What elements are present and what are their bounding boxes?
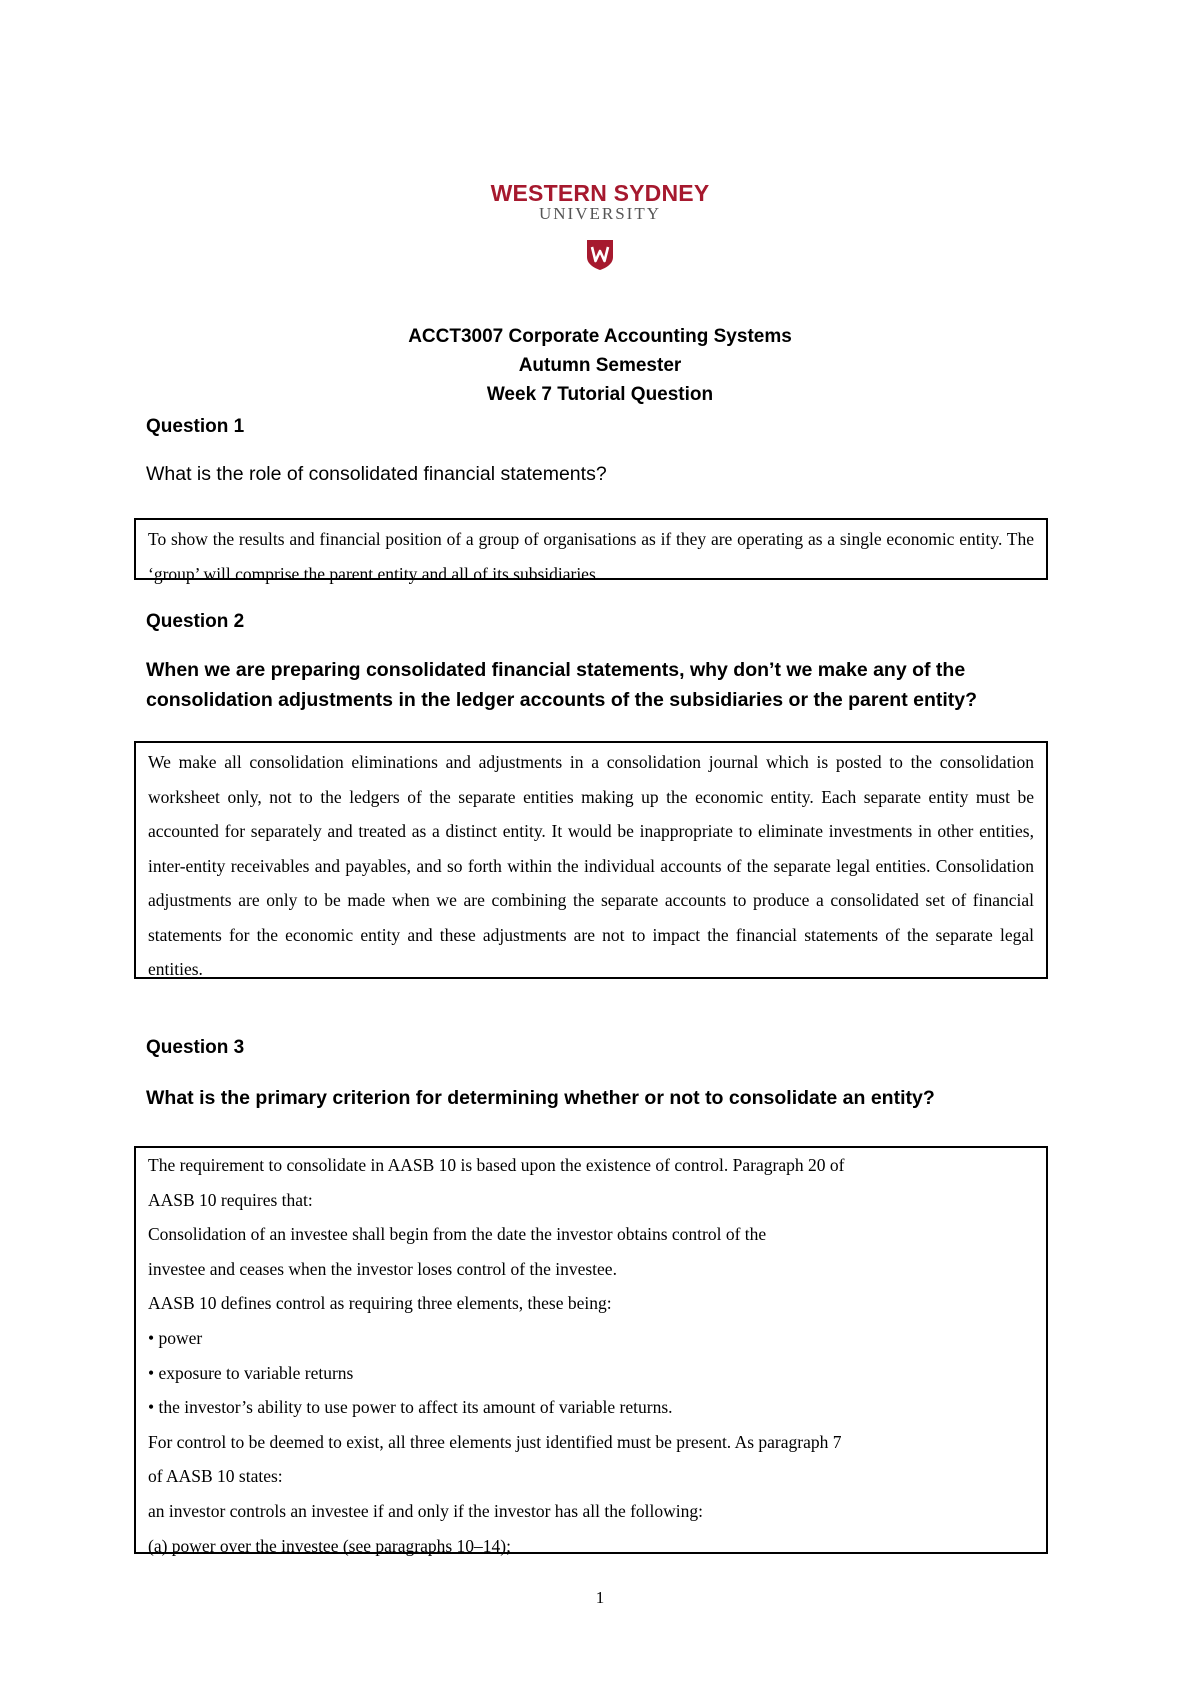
question-3-answer-line: Consolidation of an investee shall begin from the date the investor obtains control of the [148, 1224, 767, 1245]
question-3-answer-line: The requirement to consolidate in AASB 10 is based upon the existence of control. Paragraph 20 of [148, 1155, 845, 1175]
question-2-heading: Question 2 [146, 611, 245, 632]
week-title: Week 7 Tutorial Question [486, 384, 714, 405]
bullet-item-ability: • the investor’s ability to use power to affect its amount of variable returns. [148, 1397, 673, 1418]
question-3-answer-line: investee and ceases when the investor loses control of the investee. [148, 1258, 617, 1279]
semester-title: Autumn Semester [518, 355, 682, 376]
question-1-heading: Question 1 [146, 416, 245, 437]
page-number: 1 [595, 1588, 605, 1607]
question-3-prompt: What is the primary criterion for determining whether or not to consolidate an entity? [146, 1087, 935, 1109]
course-title: ACCT3007 Corporate Accounting Systems [408, 326, 792, 347]
question-3-answer-line: of AASB 10 states: [148, 1466, 283, 1487]
question-1-answer: To show the results and financial position of a group of organisations as if they are operating as a single economic entity. The ‘group’ will comprise the parent entity and all of its subsidiaries. [148, 529, 1034, 584]
question-3-answer-line: AASB 10 defines control as requiring three elements, these being: [148, 1293, 612, 1314]
question-2-answer-box [134, 741, 1048, 979]
question-3-answer-box [134, 1146, 1048, 1554]
question-3-answer-line: (a) power over the investee (see paragraphs 10–14); [148, 1535, 511, 1556]
question-3-answer-line: an investor controls an investee if and only if the investor has all the following: [148, 1500, 704, 1521]
question-3-answer-line: AASB 10 requires that: [148, 1189, 313, 1210]
question-1-answer-box [134, 518, 1048, 584]
wsu-shield-icon [586, 239, 614, 271]
bullet-item-power: • power [148, 1327, 203, 1348]
logo-line-1: WESTERN SYDNEY [490, 180, 710, 206]
logo-line-2: UNIVERSITY [539, 204, 661, 223]
question-2-answer: We make all consolidation eliminations and adjustments in a consolidation journal which is posted to the consolidation worksheet only, not to the ledgers of the separate entities making up the economic entity. Each separate entity must be accounted for separately and treated as a distinct entity. It would be inappropriate to eliminate investments in other entities, inter-entity receivables and payables, and so forth within the individual accounts of the separate legal entities. Consolidation adjustments are only to be made when we are combining the separate accounts to produce a consolidated set of financial statements for the economic entity and these adjustments are not to impact the financial statements of the separate legal entities. [148, 752, 1034, 979]
question-2-prompt: When we are preparing consolidated financial statements, why don’t we make any of the consolidation adjustments in the ledger accounts of the subsidiaries or the parent entity? [146, 659, 978, 711]
university-logo [480, 180, 720, 271]
question-3-heading: Question 3 [146, 1037, 245, 1058]
question-1-prompt: What is the role of consolidated financial statements? [146, 463, 607, 485]
bullet-item-exposure: • exposure to variable returns [148, 1362, 354, 1383]
question-3-answer-line: For control to be deemed to exist, all three elements just identified must be present. As paragraph 7 [148, 1431, 842, 1452]
